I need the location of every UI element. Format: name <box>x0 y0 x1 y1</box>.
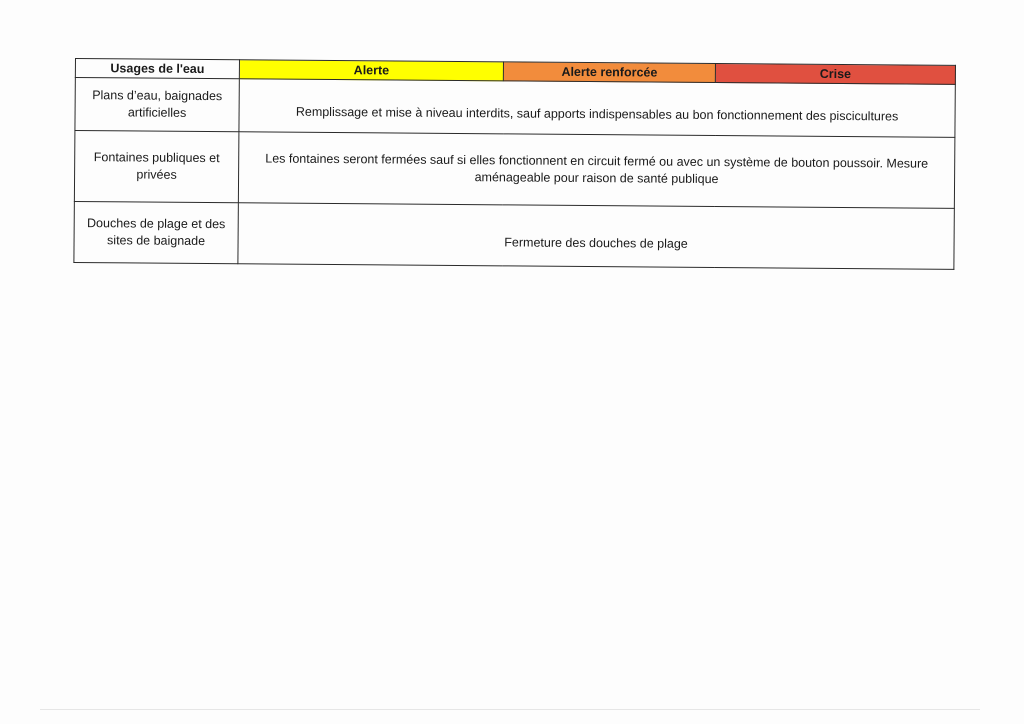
table-row <box>74 201 954 269</box>
usage-cell: Douches de plage et des sites de baignade <box>74 201 238 263</box>
measure-cell: Les fontaines seront fermées sauf si elles fonctionnent en circuit fermé ou avec un système de bouton poussoir. Mesure aménageable pour raison de santé publique <box>238 132 955 209</box>
measure-cell: Fermeture des douches de plage <box>238 203 954 270</box>
table-row <box>74 131 955 209</box>
water-restrictions-table <box>73 58 956 270</box>
table-row <box>75 78 955 138</box>
header-usage: Usages de l'eau <box>75 59 239 79</box>
measure-cell: Remplissage et mise à niveau interdits, sauf apports indispensables au bon fonctionnement des piscicultures <box>239 79 955 138</box>
scan-edge-line <box>40 709 980 710</box>
usage-cell: Fontaines publiques et privées <box>74 131 239 203</box>
header-level-crise: Crise <box>715 64 955 85</box>
header-level-alerte: Alerte <box>239 60 503 81</box>
water-restrictions-table-container <box>73 58 955 270</box>
usage-cell: Plans d’eau, baignades artificielles <box>75 78 239 132</box>
header-level-alerte-renforcee: Alerte renforcée <box>503 62 715 83</box>
